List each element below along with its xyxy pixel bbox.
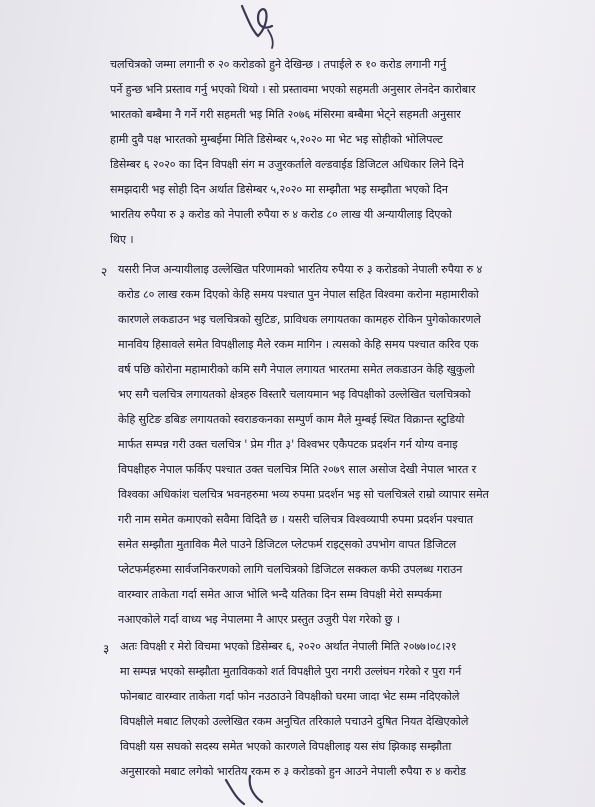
para1-line: थिए । (110, 233, 134, 246)
para3-line: फोनबाट वारम्वार ताकेता गर्दा फोन नउठाउने विपक्षीको घरमा जादा भेट सम्म नदिएकोले (120, 690, 460, 703)
para1-line: भारतिय रुपैया रु ३ करोड को नेपाली रुपैया रु ४ करोड ८० लाख यी अन्यायीलाइ दिएको (110, 208, 452, 221)
signature-top (228, 0, 288, 52)
para1-line: हामी दुवै पक्ष भारतको मुम्बईमा मिति डिसेम्बर ५,२०२० मा भेट भइ सोहीको भोलिपल्ट (110, 133, 443, 146)
para2-line: यसरी निज अन्यायीलाइ उल्लेखित परिणामको भारतिय रुपैया रु ३ करोडको नेपाली रुपैया रु ४ (118, 263, 483, 276)
para2-line: कारणले लकडाउन भइ चलचित्रको सुटिङ, प्राविधक लगायतका कामहरु रोकिन पुगेकोकारणले (118, 313, 481, 326)
para1-line: पर्ने हुन्छ भनि प्रस्ताव गर्नु भएको थियो । सो प्रस्तावमा भएको सहमती अनुसार लेनदेन कारोबार (110, 83, 476, 96)
para2-line: नआएकोले गर्दा वाध्य भइ नेपालमा नै आएर प्रस्तुत उजुरी पेश गरेको छु । (118, 613, 400, 626)
para2-line: भए सगै चलचित्र लगायतको क्षेत्रहरु विस्तारै चलायमान भइ विपक्षीको उल्लेखित चलचित्रको (118, 388, 471, 401)
para3-line: विपक्षीले मबाट लिएको उल्लेखित रकम अनुचित तरिकाले पचाउने दुषित नियत देखिएकोले (120, 715, 469, 728)
signature-bottom (214, 772, 274, 807)
para2-line: मानविय हिसावले समेत विपक्षीलाइ मैले रकम मागिन । त्यसको केहि समय पश्चात करिव एक (118, 338, 479, 351)
para2-line: प्लेटफर्महरुमा सार्वजनिकरणको लागि चलचित्रको डिजिटल सक्कल कफी उपलब्ध गराउन (118, 563, 463, 576)
para2-line: वारम्वार ताकेता गर्दा समेत आज भोलि भन्दै यतिका दिन सम्म विपक्षी मेरो सम्पर्कमा (118, 588, 442, 601)
para2-line: गरी नाम समेत कमाएको सवैमा विदितै छ । यसरी चलिचत्र विश्वव्यापी रुपमा प्रदर्शन पश्चात (118, 513, 474, 526)
para3-number: ३ (103, 642, 110, 656)
para3-line: मा सम्पन्न भएको सम्झौता मुताविकको शर्त विपक्षीले पुरा नगरी उल्लंघन गरेको र पुरा गर्न (120, 665, 462, 678)
para2-line: वर्ष पछि कोरोना महामारीको कमि सगै नेपाल लगायत भारतमा समेत लकडाउन केहि खुकुलो (118, 363, 475, 376)
para2-line: करोड ८० लाख रकम दिएको केहि समय पश्चात पुन नेपाल सहित विश्वमा करोना महामारीको (118, 288, 479, 301)
para1-line: भारतको बम्बैमा नै गर्ने गरी सहमती भइ मिति २०७६ मंसिरमा बम्बैमा भेट्ने सहमती अनुसार (110, 108, 461, 121)
para2-line: विपक्षीहरु नेपाल फर्किए पश्चात उक्त चलचित्र मिति २०७९ साल असोज देखी नेपाल भारत र (118, 463, 477, 476)
para2-line: समेत सम्झौता मुताविक मैले पाउने डिजिटल प्लेटफर्म राइट्सको उपभोग वापत डिजिटल (118, 538, 457, 551)
para2-line: विश्वका अधिकांश चलचित्र भवनहरुमा भव्य रुपमा प्रदर्शन भइ सो चलचित्रले राम्रो व्यापार समेत (118, 488, 489, 501)
para1-line: चलचित्रको जम्मा लगानी रु २० करोडको हुने देखिन्छ । तपाईले रु १० करोड लगानी गर्नु (110, 58, 446, 71)
para1-line: समझदारी भइ सोही दिन अर्थात डिसेम्बर ५,२०२० मा सम्झौता भइ सम्झौता भएको दिन (110, 183, 448, 196)
para3-line: अनुसारको मबाट लगेको भारतिय रकम रु ३ करोडको हुन आउने नेपाली रुपैया रु ४ करोड (120, 765, 466, 778)
para2-line: केहि सुटिङ डबिङ लगायतको स्वराङकनका सम्पुर्ण काम मैले मुम्बई स्थित विक्रान्त स्टुडियो (118, 413, 465, 426)
para2-number: २ (101, 265, 108, 279)
para2-line: मार्फत सम्पन्न गरी उक्त चलचित्र ' प्रेम गीत ३' विश्वभर एकैपटक प्रदर्शन गर्न योग्य वनाइ (118, 438, 458, 451)
para1-line: डिसेम्बर ६ २०२० का दिन विपक्षी संग म उजुरकर्ताले वल्डवाईड डिजिटल अधिकार लिने दिने (110, 158, 464, 171)
para3-line: विपक्षी यस सघको सदस्य समेत भएको कारणले विपक्षीलाइ यस संघ झिकाइ सम्झौता (120, 740, 452, 753)
para3-line: अतः विपक्षी र मेरो विचमा भएको डिसेम्बर ६, २०२० अर्थात नेपाली मिति २०७७।०८।२१ (120, 640, 457, 653)
